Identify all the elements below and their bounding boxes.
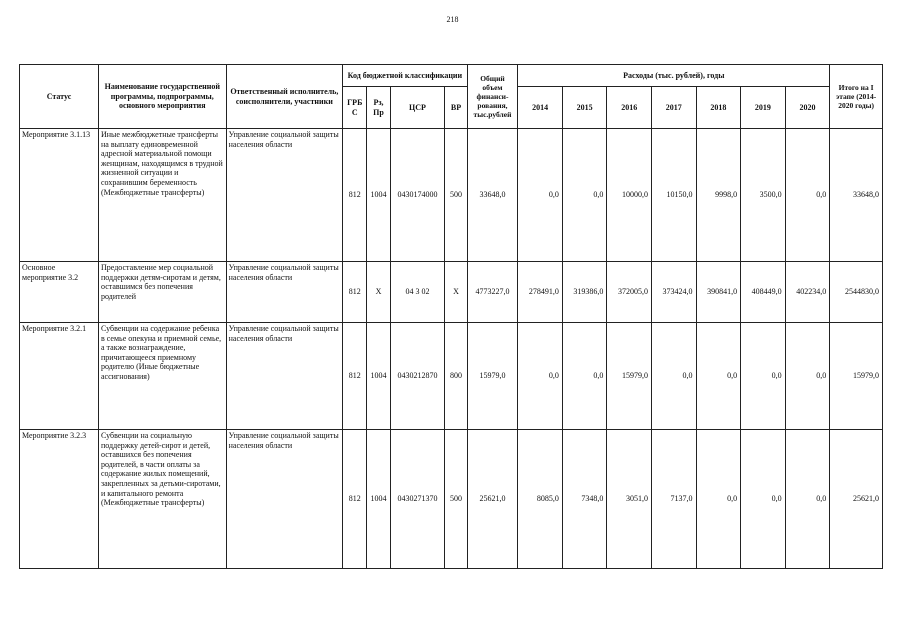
cell-itogo: 2544830,0	[830, 262, 883, 323]
cell-rzpr: 1004	[367, 323, 390, 430]
header-year: 2019	[741, 87, 786, 129]
cell-year-value: 10000,0	[607, 129, 652, 262]
header-itogo: Итого на I этапе (2014-2020 годы)	[830, 65, 883, 129]
cell-status: Основное мероприятие 3.2	[20, 262, 99, 323]
table-row	[20, 430, 883, 569]
header-name: Наименование государственной программы, подпрограммы, основного мероприятия	[99, 65, 227, 129]
cell-year-value: 0,0	[785, 129, 830, 262]
header-year: 2015	[562, 87, 607, 129]
cell-status: Мероприятие 3.2.1	[20, 323, 99, 430]
cell-total: 25621,0	[467, 430, 518, 569]
cell-name: Предоставление мер социальной поддержки детям-сиротам и детям, оставшимся без попечения родителей	[99, 262, 227, 323]
cell-itogo: 15979,0	[830, 323, 883, 430]
cell-grbs: 812	[343, 430, 367, 569]
cell-status: Мероприятие 3.1.13	[20, 129, 99, 262]
cell-year-value: 7348,0	[562, 430, 607, 569]
cell-executor: Управление социальной защиты населения области	[226, 430, 342, 569]
cell-executor: Управление социальной защиты населения области	[226, 129, 342, 262]
cell-year-value: 7137,0	[651, 430, 696, 569]
cell-grbs: 812	[343, 323, 367, 430]
cell-executor: Управление социальной защиты населения области	[226, 323, 342, 430]
cell-year-value: 390841,0	[696, 262, 741, 323]
header-year: 2014	[518, 87, 563, 129]
cell-year-value: 0,0	[741, 430, 786, 569]
cell-year-value: 0,0	[696, 323, 741, 430]
header-total-volume: Общий объем финанси-рования, тыс.рублей	[467, 65, 518, 129]
cell-year-value: 402234,0	[785, 262, 830, 323]
cell-itogo: 25621,0	[830, 430, 883, 569]
cell-year-value: 0,0	[518, 129, 563, 262]
header-executor: Ответственный исполнитель, соисполнители, участники	[226, 65, 342, 129]
cell-year-value: 15979,0	[607, 323, 652, 430]
cell-csr: 0430212870	[390, 323, 445, 430]
cell-vr: 800	[445, 323, 467, 430]
cell-year-value: 0,0	[696, 430, 741, 569]
cell-year-value: 319386,0	[562, 262, 607, 323]
cell-year-value: 3051,0	[607, 430, 652, 569]
cell-total: 15979,0	[467, 323, 518, 430]
header-expenses: Расходы (тыс. рублей), годы	[518, 65, 830, 87]
cell-year-value: 9998,0	[696, 129, 741, 262]
cell-year-value: 373424,0	[651, 262, 696, 323]
header-year: 2017	[651, 87, 696, 129]
cell-executor: Управление социальной защиты населения области	[226, 262, 342, 323]
cell-grbs: 812	[343, 262, 367, 323]
cell-rzpr: 1004	[367, 430, 390, 569]
cell-rzpr: 1004	[367, 129, 390, 262]
table-row	[20, 323, 883, 430]
header-year: 2020	[785, 87, 830, 129]
cell-status: Мероприятие 3.2.3	[20, 430, 99, 569]
cell-year-value: 0,0	[785, 323, 830, 430]
header-year: 2018	[696, 87, 741, 129]
header-rzpr: Рз, Пр	[367, 87, 390, 129]
table-row	[20, 129, 883, 262]
cell-csr: 0430271370	[390, 430, 445, 569]
cell-vr: 500	[445, 430, 467, 569]
cell-year-value: 0,0	[651, 323, 696, 430]
header-year: 2016	[607, 87, 652, 129]
budget-table	[19, 64, 883, 569]
cell-year-value: 3500,0	[741, 129, 786, 262]
cell-total: 4773227,0	[467, 262, 518, 323]
header-csr: ЦСР	[390, 87, 445, 129]
cell-year-value: 372005,0	[607, 262, 652, 323]
page-number: 218	[446, 15, 459, 24]
table-row	[20, 262, 883, 323]
cell-name: Субвенции на содержание ребенка в семье опекуна и приемной семье, а также вознаграждение, причитающееся приемному родителю (Иные бюджетные ассигнования)	[99, 323, 227, 430]
cell-name: Субвенции на социальную поддержку детей-сирот и детей, оставшихся без попечения родителей, в части оплаты за содержание жилых помещений, закрепленных за детьми-сиротами, и капитального ремонта (Межбюджетные трансферты)	[99, 430, 227, 569]
cell-rzpr: Х	[367, 262, 390, 323]
header-budget-code: Код бюджетной классификации	[343, 65, 468, 87]
cell-vr: 500	[445, 129, 467, 262]
cell-csr: 04 3 02	[390, 262, 445, 323]
cell-year-value: 0,0	[562, 129, 607, 262]
cell-total: 33648,0	[467, 129, 518, 262]
cell-year-value: 10150,0	[651, 129, 696, 262]
cell-grbs: 812	[343, 129, 367, 262]
cell-year-value: 408449,0	[741, 262, 786, 323]
header-grbs: ГРБ С	[343, 87, 367, 129]
cell-csr: 0430174000	[390, 129, 445, 262]
cell-year-value: 0,0	[518, 323, 563, 430]
cell-year-value: 278491,0	[518, 262, 563, 323]
header-status: Статус	[20, 65, 99, 129]
cell-year-value: 0,0	[562, 323, 607, 430]
cell-name: Иные межбюджетные трансферты на выплату единовременной адресной материальной помощи женщинам, находящимся в трудной жизненной ситуации и сохранившим беременность (Межбюджетные трансферты)	[99, 129, 227, 262]
cell-year-value: 0,0	[785, 430, 830, 569]
cell-year-value: 8085,0	[518, 430, 563, 569]
cell-itogo: 33648,0	[830, 129, 883, 262]
cell-year-value: 0,0	[741, 323, 786, 430]
header-vr: ВР	[445, 87, 467, 129]
cell-vr: Х	[445, 262, 467, 323]
